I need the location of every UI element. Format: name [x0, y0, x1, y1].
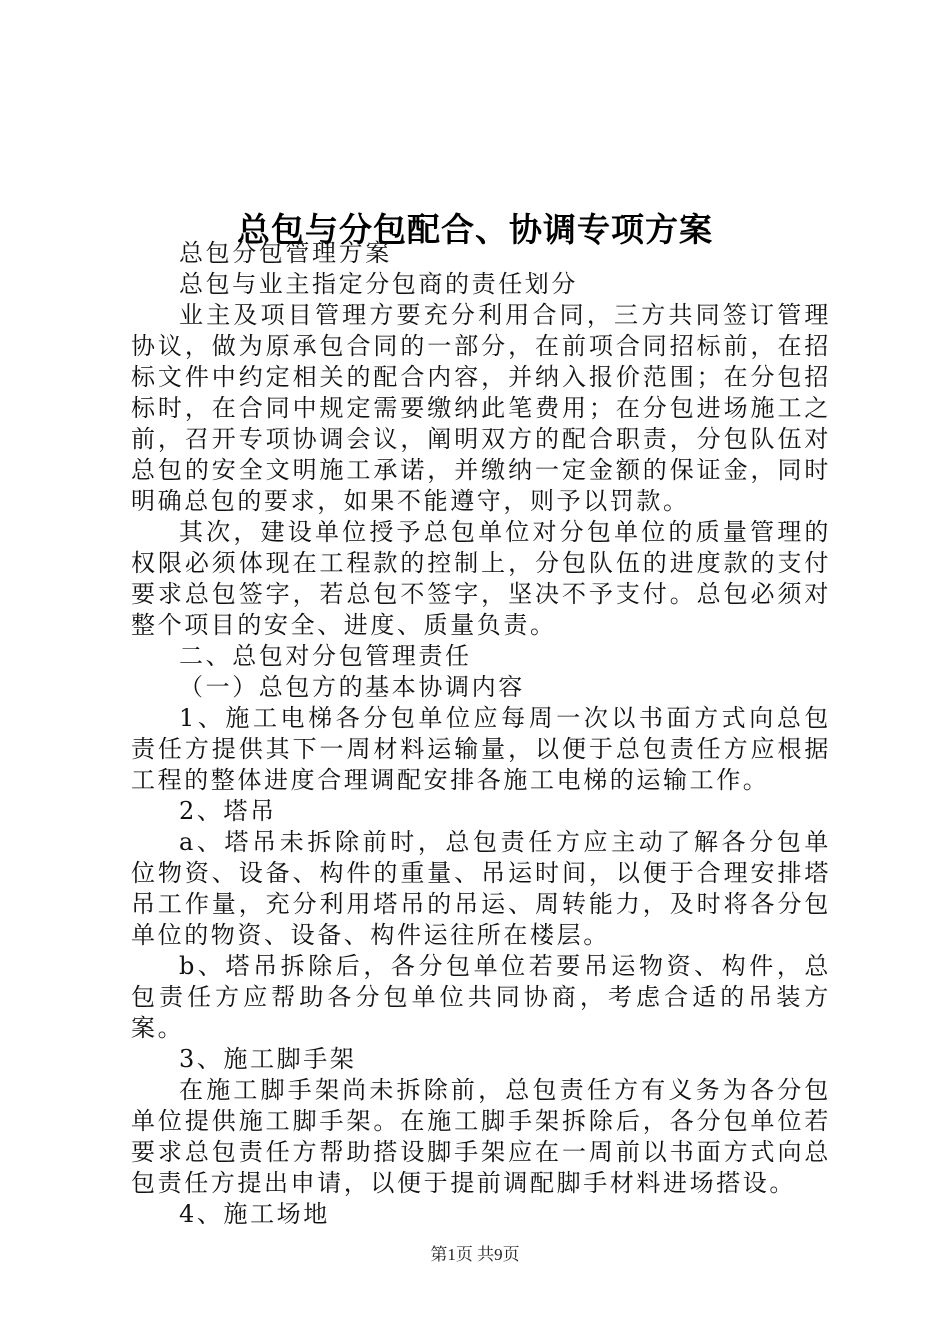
paragraph: 总包与业主指定分包商的责任划分 [179, 270, 578, 298]
paragraph: a、塔吊未拆除前时，总包责任方应主动了解各分包单位物资、设备、构件的重量、吊运时间，以便于合理安排塔吊工作量，充分利用塔吊的吊运、周转能力，及时将各分包单位的物资、设备、构件运往所在楼层。 [131, 828, 831, 949]
paragraph: 1、施工电梯各分包单位应每周一次以书面方式向总包责任方提供其下一周材料运输量，以便于总包责任方应根据工程的整体进度合理调配安排各施工电梯的运输工作。 [131, 704, 831, 794]
paragraph: 在施工脚手架尚未拆除前，总包责任方有义务为各分包单位提供施工脚手架。在施工脚手架拆除后，各分包单位若要求总包责任方帮助搭设脚手架应在一周前以书面方式向总包责任方提出申请，以便于提前调配脚手材料进场搭设。 [131, 1076, 831, 1197]
paragraph: b、塔吊拆除后，各分包单位若要吊运物资、构件，总包责任方应帮助各分包单位共同协商，考虑合适的吊装方案。 [131, 952, 831, 1042]
paragraph: 其次，建设单位授予总包单位对分包单位的质量管理的权限必须体现在工程款的控制上，分包队伍的进度款的支付要求总包签字，若总包不签字，坚决不予支付。总包必须对整个项目的安全、进度、质量负责。 [131, 518, 831, 639]
document-title: 总包与分包配合、协调专项方案 [237, 210, 713, 250]
paragraph: 总包分包管理方案 [179, 239, 392, 267]
document-body [131, 238, 831, 1230]
subsection-heading: （一）总包方的基本协调内容 [179, 673, 525, 701]
item-heading: 3、施工脚手架 [179, 1045, 357, 1073]
paragraph: 业主及项目管理方要充分利用合同，三方共同签订管理协议，做为原承包合同的一部分，在前项合同招标前，在招标文件中约定相关的配合内容，并纳入报价范围；在分包招标时，在合同中规定需要缴纳此笔费用；在分包进场施工之前，召开专项协调会议，阐明双方的配合职责，分包队伍对总包的安全文明施工承诺，并缴纳一定金额的保证金，同时明确总包的要求，如果不能遵守，则予以罚款。 [131, 301, 831, 515]
section-heading: 二、总包对分包管理责任 [179, 642, 472, 670]
item-heading: 2、塔吊 [179, 797, 277, 825]
item-heading: 4、施工场地 [179, 1200, 330, 1228]
page-number-footer: 第1页 共9页 [430, 1245, 520, 1264]
